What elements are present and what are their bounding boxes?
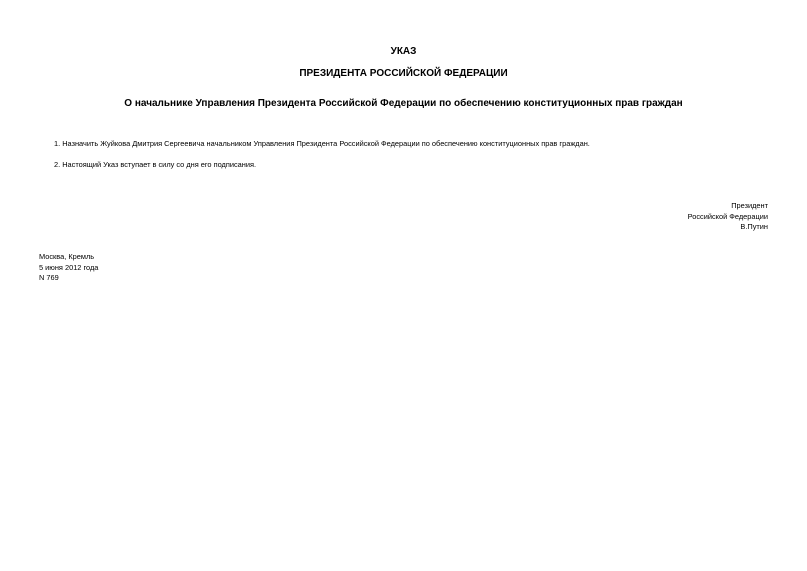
- signature-name: В.Путин: [740, 222, 768, 231]
- signature-position-line2: Российской Федерации: [687, 211, 768, 221]
- signature-position-line1: Президент: [731, 201, 768, 210]
- subject-heading: О начальнике Управления Президента Российской Федерации по обеспечению конституционных прав граждан: [124, 98, 683, 109]
- signing-place: Москва, Кремль: [39, 252, 95, 261]
- paragraph-1: 1. Назначить Жуйкова Дмитрия Сергеевича начальником Управления Президента Российской Федерации по обеспечению конституционных прав граждан.: [54, 139, 590, 148]
- issuer-heading: ПРЕЗИДЕНТА РОССИЙСКОЙ ФЕДЕРАЦИИ: [299, 68, 508, 79]
- signing-date: 5 июня 2012 года: [39, 262, 99, 272]
- paragraph-2: 2. Настоящий Указ вступает в силу со дня его подписания.: [54, 160, 257, 169]
- signature-block: [688, 201, 768, 233]
- place-date-block: [39, 252, 98, 284]
- document-number: N 769: [39, 273, 59, 282]
- document-type-heading: УКАЗ: [390, 46, 417, 57]
